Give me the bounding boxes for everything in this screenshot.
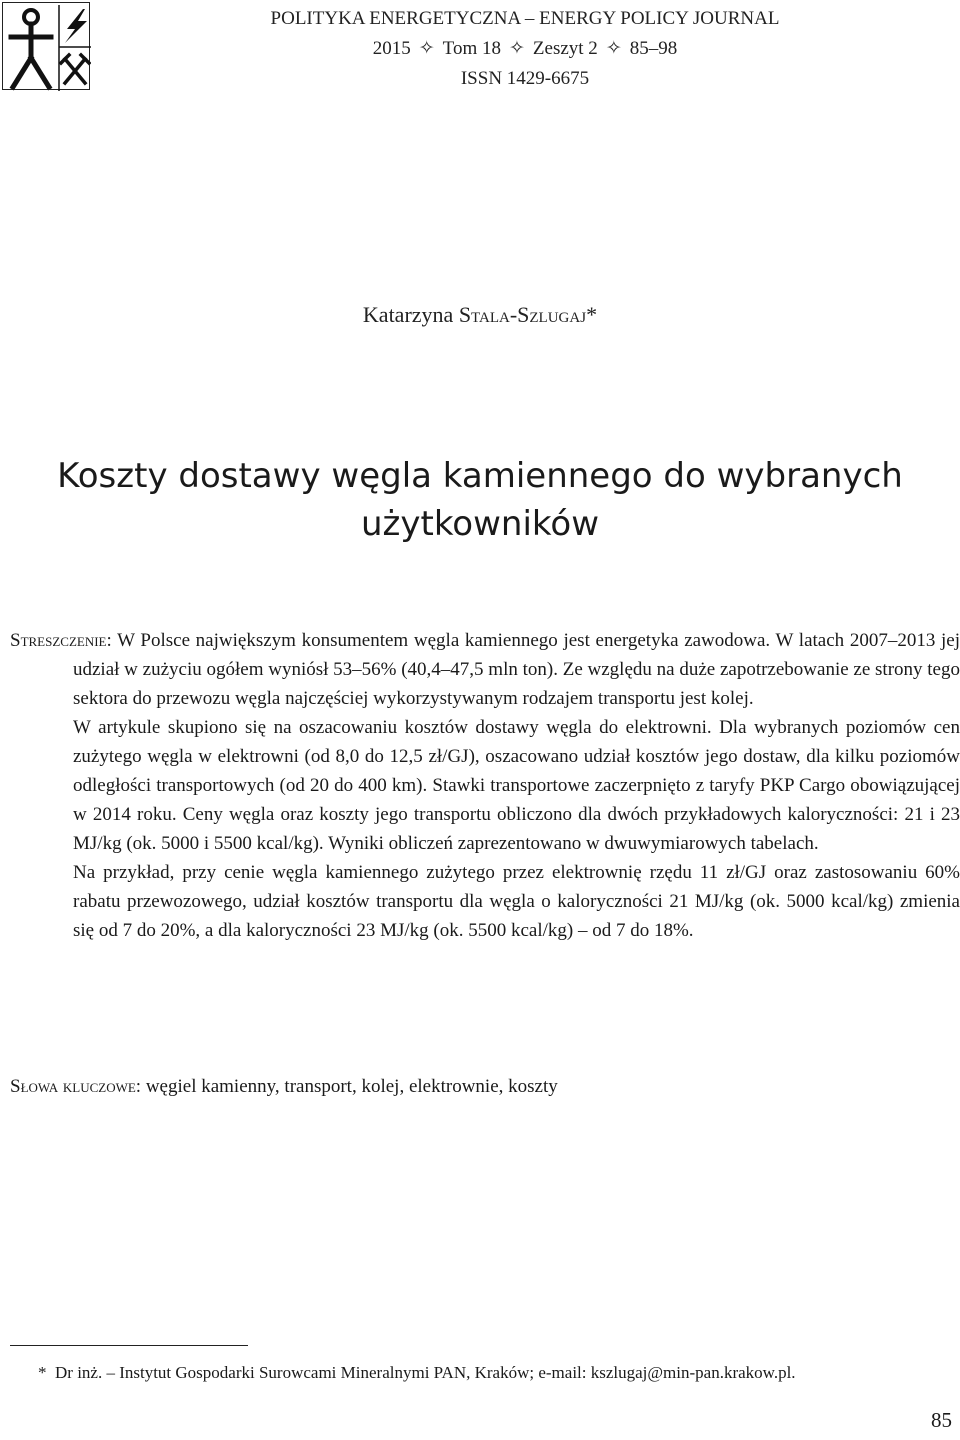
footnote-divider	[10, 1345, 248, 1346]
title-line-2: użytkowników	[360, 504, 600, 544]
stick-figure-icon	[11, 10, 51, 87]
journal-pages: 85–98	[629, 38, 678, 59]
separator-icon: ✧	[508, 38, 525, 59]
journal-citation	[255, 34, 795, 64]
journal-logo	[2, 2, 90, 90]
author-surname: Stala-Szlugaj	[458, 302, 587, 327]
abstract-paragraph: W artykule skupiono się na oszacowaniu kosztów dostawy węgla do elektrowni. Dla wybranych poziomów cen zużytego węgla w elektrowni (od 8,0 do 12,5 zł/GJ), oszacowano udział kosztów jego dostaw, dla kilku poziomów odległości transportowych (od 20 do 400 km). Stawki transportowe zaczerpnięto z taryfy PKP Cargo obowiązującej w 2014 roku. Ceny węgla oraz koszty jego transportu obliczono dla dwóch przykładowych kaloryczności: 21 i 23 MJ/kg (ok. 5000 i 5500 kcal/kg). Wyniki obliczeń zaprezentowano w dwuwymiarowych tabelach.	[73, 717, 960, 854]
separator-icon: ✧	[605, 38, 622, 59]
abstract-label: Streszczenie:	[10, 630, 112, 651]
crossed-hammers-icon	[61, 55, 89, 83]
author-footnote-marker: *	[586, 302, 598, 327]
footnote	[38, 1361, 938, 1385]
abstract-paragraph: Na przykład, przy cenie węgla kamiennego zużytego przez elektrownię rzędu 11 zł/GJ oraz zastosowaniu 60% rabatu przewozowego, udział kosztów transportu dla węgla o kaloryczności 21 MJ/kg (ok. 5000 kcal/kg) zmienia się od 7 do 20%, a dla kaloryczności 23 MJ/kg (ok. 5500 kcal/kg) – od 7 do 18%.	[73, 862, 960, 941]
keywords-text: węgiel kamienny, transport, kolej, elektrownie, koszty	[145, 1076, 558, 1097]
author-first-name: Katarzyna	[362, 302, 454, 327]
lightning-icon	[65, 9, 87, 43]
author-line	[0, 302, 960, 328]
footnote-marker: *	[38, 1363, 47, 1382]
journal-issue: Zeszyt 2	[532, 38, 598, 59]
keywords	[10, 1072, 950, 1101]
abstract-paragraph: Streszczenie: W Polsce największym konsumentem węgla kamiennego jest energetyka zawodowa. W latach 2007–2013 jej udział w zużyciu ogółem wyniósł 53–56% (40,4–47,5 mln ton). Ze względu na duże zapotrzebowanie ze strony tego sektora do przewozu węgla najczęściej wykorzystywanym rodzajem transportu jest kolej.	[10, 630, 960, 709]
journal-volume: Tom 18	[442, 38, 501, 59]
journal-issn: ISSN 1429-6675	[460, 68, 590, 89]
logo-graphic	[3, 3, 91, 91]
journal-year: 2015	[372, 38, 411, 59]
journal-header	[255, 4, 795, 94]
keywords-label: Słowa kluczowe:	[10, 1076, 142, 1097]
article-title	[40, 452, 920, 548]
abstract	[10, 626, 960, 945]
page-number: 85	[931, 1408, 952, 1432]
separator-icon: ✧	[418, 38, 435, 59]
journal-name: POLITYKA ENERGETYCZNA – ENERGY POLICY JOURNAL	[270, 8, 780, 29]
footnote-text: Dr inż. – Instytut Gospodarki Surowcami Mineralnymi PAN, Kraków; e-mail: kszlugaj@min-pan.krakow.pl.	[55, 1363, 796, 1382]
title-line-1: Koszty dostawy węgla kamiennego do wybranych	[57, 456, 903, 496]
